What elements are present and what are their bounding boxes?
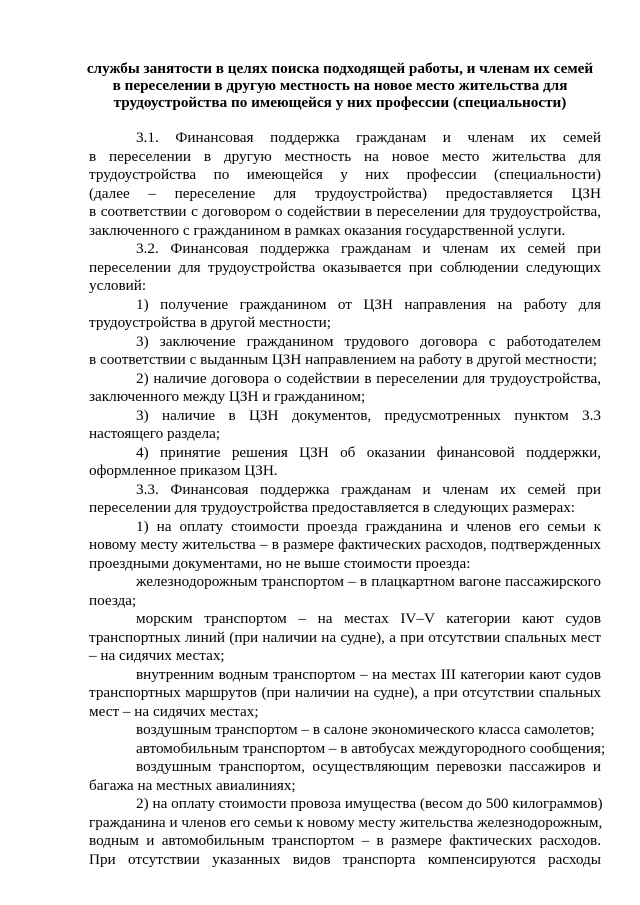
text-line: водным и автомобильным транспортом – в размере фактических расходов. [89,832,601,849]
text-line: заключенного между ЦЗН и гражданином; [89,388,366,405]
text-line: 2) на оплату стоимости провоза имущества (весом до 500 килограммов) [136,795,603,812]
text-line: заключенного с гражданином в рамках оказания государственной услуги. [89,221,566,239]
paragraph [89,795,601,869]
section-heading [70,60,610,111]
text-line: оформленное приказом ЦЗН. [89,462,278,479]
text-line: новому месту жительства – в размере фактических расходов, подтвержденных [89,536,601,553]
text-line: железнодорожным транспортом – в плацкартном вагоне пассажирского [136,573,601,590]
paragraph [89,666,601,722]
document-body [89,129,606,869]
text-line: трудоустройства в другой местности; [89,314,331,331]
text-line: (далее – переселение для трудоустройства) предоставляется ЦЗН [89,184,601,202]
text-line: 3.1. Финансовая поддержка гражданам и членам их семей [136,129,601,146]
paragraph [89,758,601,795]
text-line: трудоустройства по имеющейся у них профессии (специальности) [89,166,601,183]
paragraph [89,518,601,574]
text-line: 1) получение гражданином от ЦЗН направления на работу для [136,295,601,313]
text-line: транспортных линий (при наличии на судне), а при отсутствии спальных мест [89,628,601,646]
text-line: морским транспортом – на местах IV–V категории кают судов [136,610,601,627]
paragraph [89,444,601,481]
text-line: проездными документами, но не выше стоимости проезда: [89,554,471,572]
text-line: условий: [89,277,147,294]
text-line: 4) принятие решения ЦЗН об оказании финансовой поддержки, [136,443,601,461]
paragraph [89,407,601,444]
text-line: При отсутствии указанных видов транспорта компенсируются расходы [89,850,601,868]
paragraph [89,370,601,407]
paragraph [89,721,601,740]
text-line: настоящего раздела; [89,425,221,442]
text-line: поезда; [89,591,137,609]
text-line: 1) на оплату стоимости проезда гражданина и членов его семьи к [136,517,601,535]
text-line: 3) заключение гражданином трудового договора с работодателем [136,332,601,350]
paragraph [89,240,601,296]
heading-line: в переселении в другую местность на новое место жительства для [112,77,568,94]
paragraph [89,573,601,610]
text-line: в соответствии с договором о содействии в переселении для трудоустройства, [89,203,601,220]
paragraph [89,333,601,370]
paragraph [89,610,601,666]
text-line: транспортных маршрутов (при наличии на судне), а при отсутствии спальных [89,684,601,701]
text-line: – на сидячих местах; [89,647,225,664]
text-line: в соответствии с выданным ЦЗН направлением на работу в другой местности; [89,351,597,368]
text-line: гражданина и членов его семьи к новому месту жительства железнодорожным, [89,813,603,831]
text-line: 3.2. Финансовая поддержка гражданам и членам их семей при [136,240,601,257]
paragraph [89,129,601,240]
text-line: внутренним водным транспортом – на местах III категории кают судов [136,665,601,683]
heading-line: трудоустройства по имеющейся у них профессии (специальности) [113,94,567,111]
text-line: 3) наличие в ЦЗН документов, предусмотренных пунктом 3.3 [136,406,601,424]
text-line: в переселении в другую местность на новое место жительства для [89,147,601,165]
paragraph [89,739,606,759]
text-line: мест – на сидячих местах; [89,702,259,720]
text-line: переселении для трудоустройства оказывается при соблюдении следующих [89,258,601,276]
text-line: 3.3. Финансовая поддержка гражданам и членам их семей при [136,480,601,498]
text-line: 2) наличие договора о содействии в переселении для трудоустройства, [136,369,601,387]
paragraph [89,296,601,333]
paragraph [89,481,601,518]
heading-line: службы занятости в целях поиска подходящей работы, и членам их семей [86,60,594,77]
text-line: воздушным транспортом – в салоне экономического класса самолетов; [136,721,595,738]
text-line: багажа на местных авиалиниях; [89,776,296,794]
text-line: переселении для трудоустройства предоставляется в следующих размерах: [89,499,576,516]
text-line: воздушным транспортом, осуществляющим перевозки пассажиров и [136,758,601,775]
text-line: автомобильным транспортом – в автобусах междугородного сообщения; [136,739,606,757]
